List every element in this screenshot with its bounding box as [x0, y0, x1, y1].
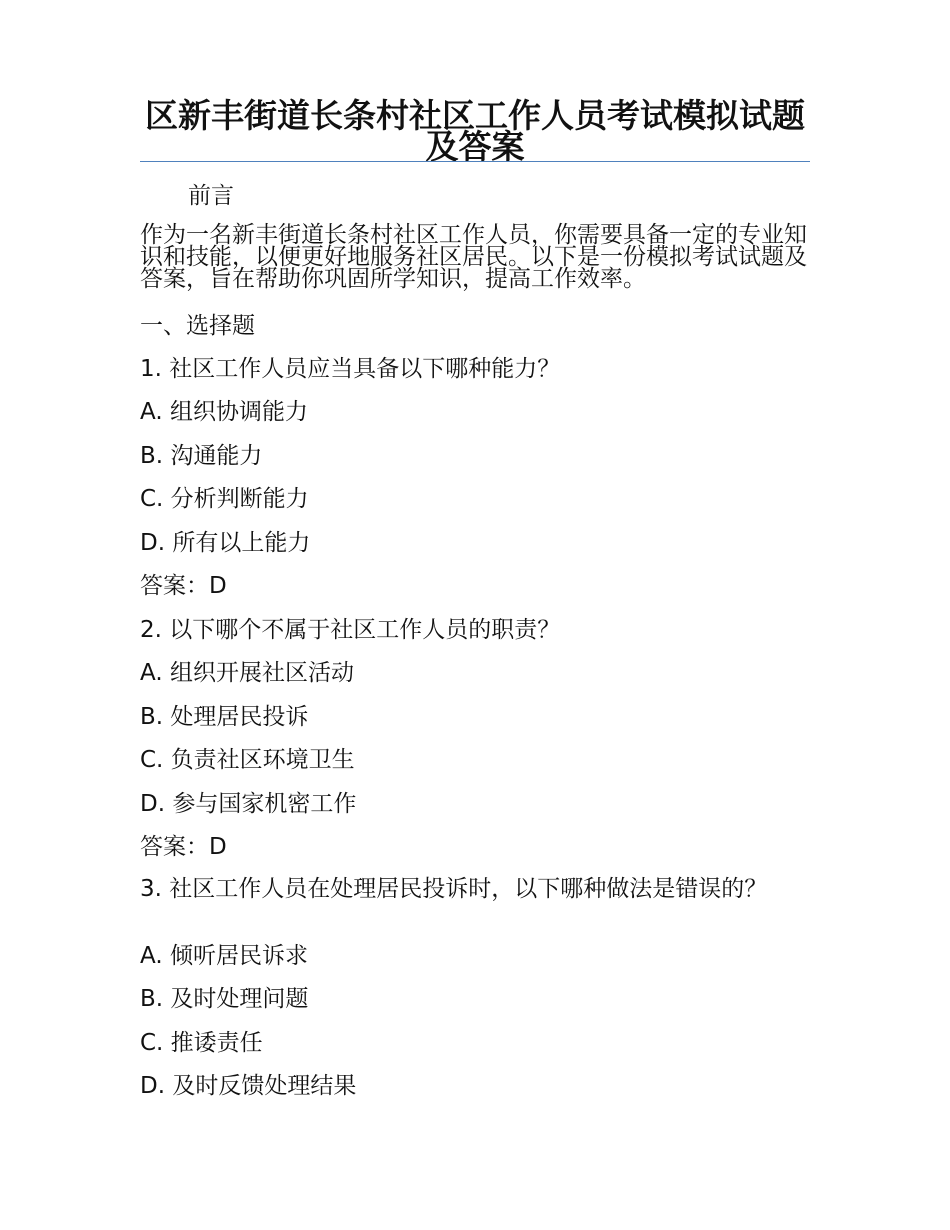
question-2-option-a: A. 组织开展社区活动	[140, 660, 354, 686]
question-2-option-b: B. 处理居民投诉	[140, 704, 309, 730]
question-3-option-b: B. 及时处理问题	[140, 986, 309, 1012]
intro-paragraph: 作为一名新丰街道长条村社区工作人员，你需要具备一定的专业知识和技能，以便更好地服务社区居民。以下是一份模拟考试试题及答案，旨在帮助你巩固所学知识，提高工作效率。	[140, 222, 807, 292]
question-2: 2. 以下哪个不属于社区工作人员的职责？	[140, 617, 561, 643]
question-2-answer: 答案：D	[140, 834, 227, 860]
question-3-option-a: A. 倾听居民诉求	[140, 943, 308, 969]
question-1-answer: 答案：D	[140, 573, 227, 599]
question-2-option-c: C. 负责社区环境卫生	[140, 747, 355, 773]
question-3-option-d: D. 及时反馈处理结果	[140, 1073, 357, 1099]
question-1: 1. 社区工作人员应当具备以下哪种能力？	[140, 356, 561, 382]
question-1-option-a: A. 组织协调能力	[140, 399, 308, 425]
title-underline	[140, 161, 810, 162]
question-3-option-c: C. 推诿责任	[140, 1030, 263, 1056]
question-2-option-d: D. 参与国家机密工作	[140, 791, 357, 817]
question-1-option-c: C. 分析判断能力	[140, 486, 309, 512]
question-1-option-b: B. 沟通能力	[140, 443, 263, 469]
preface-heading: 前言	[188, 183, 234, 209]
question-3: 3. 社区工作人员在处理居民投诉时，以下哪种做法是错误的？	[140, 876, 768, 902]
document-title: 区新丰街道长条村社区工作人员考试模拟试题及答案	[145, 96, 805, 166]
question-1-option-d: D. 所有以上能力	[140, 530, 311, 556]
section-heading: 一、选择题	[140, 313, 255, 339]
